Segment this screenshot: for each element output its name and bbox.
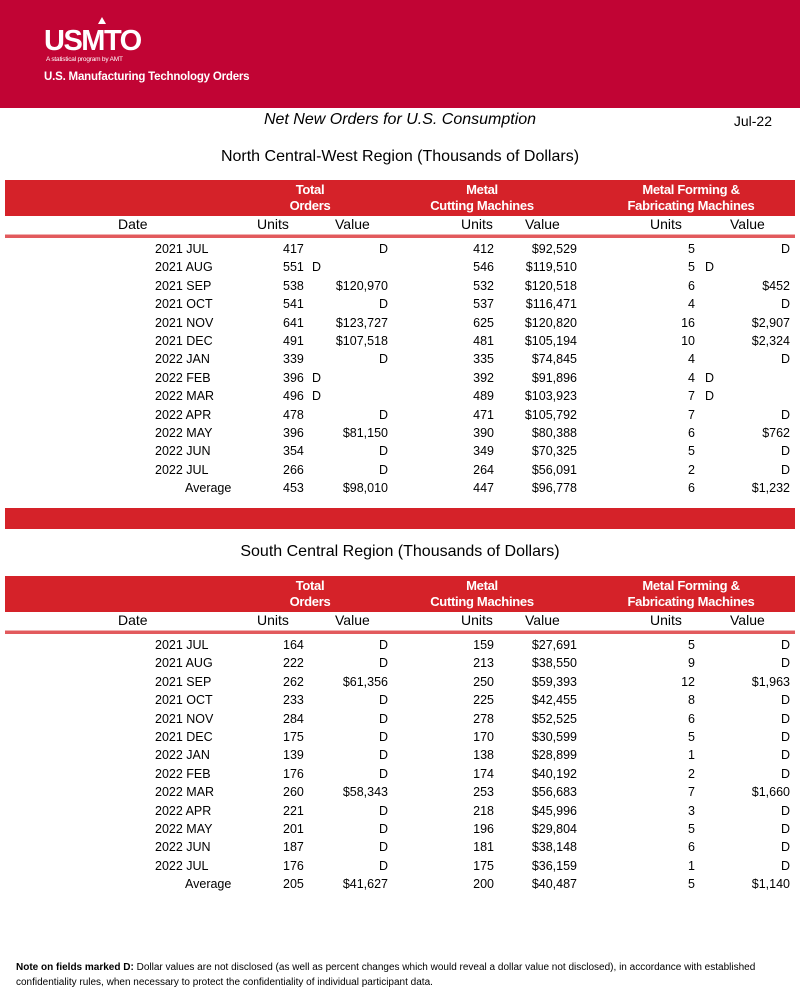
cell-date: 2022 APR <box>155 407 212 422</box>
column-group-label: Metal Forming & <box>642 578 740 593</box>
cell-date: 2022 MAR <box>155 389 215 404</box>
cell-forming-units: 1 <box>688 858 695 873</box>
column-group-label: Total <box>295 578 325 593</box>
cell-cutting-units: 213 <box>473 656 494 671</box>
table-body <box>5 637 795 894</box>
region-title-north-central-west: North Central-West Region (Thousands of Dollars) <box>220 148 580 165</box>
cell-cutting-value: $116,471 <box>525 297 577 312</box>
average-row <box>5 876 795 894</box>
footnote-text: Dollar values are not disclosed (as well as percent changes which would reveal a dollar value not disclosed), in accordance with established confidentiality rules, when necessary to protect the confidentiality of individual participant data. <box>16 962 756 988</box>
section-divider <box>5 508 795 529</box>
cell-forming-units: 12 <box>681 674 695 689</box>
cell-forming-value: D <box>780 729 790 744</box>
cell-total-value: D <box>378 711 388 726</box>
cell-cutting-value: $80,388 <box>531 425 577 440</box>
cell-forming-units: 8 <box>688 693 695 708</box>
cell-total-units: 339 <box>283 352 304 367</box>
header-banner <box>0 0 800 108</box>
cell-date: 2022 JUL <box>155 858 209 873</box>
cell-cutting-units: 447 <box>473 481 494 496</box>
cell-total-value: D <box>378 821 388 836</box>
cell-total-value: D <box>378 729 388 744</box>
cell-date: 2022 MAY <box>155 821 213 836</box>
cell-total-value: $58,343 <box>342 785 388 800</box>
usmto-logo <box>44 26 141 56</box>
cell-date: 2022 MAY <box>155 425 213 440</box>
column-header-forming-value: Value <box>730 216 765 232</box>
table-body <box>5 241 795 498</box>
cell-total-units: 551 <box>283 260 304 275</box>
column-group-metal-cutting <box>417 578 547 610</box>
cell-total-value: D <box>378 444 388 459</box>
table-row <box>5 388 795 406</box>
cell-total-value: $61,356 <box>342 674 388 689</box>
column-subheader <box>5 216 795 234</box>
cell-cutting-value: $56,091 <box>531 462 577 477</box>
cell-forming-units: 7 <box>688 389 695 404</box>
table-row <box>5 839 795 857</box>
cell-cutting-units: 412 <box>473 242 494 256</box>
cell-total-value: D <box>378 693 388 708</box>
column-group-label: Metal Forming & <box>642 182 740 197</box>
cell-forming-units: 6 <box>688 711 695 726</box>
cell-forming-units: 5 <box>688 729 695 744</box>
cell-date: 2021 AUG <box>155 656 213 671</box>
cell-cutting-units: 200 <box>473 877 494 892</box>
cell-date: Average <box>185 481 232 496</box>
cell-forming-value: D <box>780 638 790 652</box>
cell-cutting-units: 138 <box>473 748 494 763</box>
cell-cutting-units: 175 <box>473 858 494 873</box>
cell-cutting-units: 253 <box>473 785 494 800</box>
cell-forming-units: 2 <box>688 462 695 477</box>
column-header-cutting-value: Value <box>525 216 560 232</box>
cell-date: 2021 AUG <box>155 260 213 275</box>
cell-total-units: 139 <box>283 748 304 763</box>
cell-forming-value: $762 <box>762 425 790 440</box>
column-group-label: Cutting Machines <box>430 198 534 213</box>
cell-total-units: 266 <box>283 462 304 477</box>
table-row <box>5 655 795 673</box>
cell-cutting-value: $30,599 <box>531 729 577 744</box>
column-header-total-value: Value <box>335 216 370 232</box>
table-row <box>5 729 795 747</box>
column-group-label: Orders <box>289 594 331 609</box>
cell-forming-value: $2,324 <box>751 333 790 348</box>
cell-total-units: 201 <box>283 821 304 836</box>
cell-cutting-value: $74,845 <box>531 352 577 367</box>
column-header-total-units: Units <box>257 612 289 628</box>
column-group-label: Fabricating Machines <box>627 594 755 609</box>
cell-forming-value: D <box>780 656 790 671</box>
cell-total-units: 496 <box>283 389 304 404</box>
cell-forming-units: 7 <box>688 407 695 422</box>
cell-cutting-value: $27,691 <box>531 638 577 652</box>
cell-forming-value: $1,140 <box>751 877 790 892</box>
column-group-metal-forming <box>605 182 777 214</box>
cell-total-units: 354 <box>283 444 304 459</box>
cell-forming-units: 5 <box>688 638 695 652</box>
cell-cutting-units: 170 <box>473 729 494 744</box>
table-row <box>5 443 795 461</box>
column-group-label: Total <box>295 182 325 197</box>
banner-title: U.S. Manufacturing Technology Orders <box>44 71 250 83</box>
table-row <box>5 278 795 296</box>
cell-total-value: D <box>378 748 388 763</box>
cell-total-value: D <box>378 656 388 671</box>
cell-cutting-units: 349 <box>473 444 494 459</box>
cell-cutting-units: 390 <box>473 425 494 440</box>
report-title: Net New Orders for U.S. Consumption <box>263 111 537 128</box>
table-row <box>5 315 795 333</box>
column-header-total-value: Value <box>335 612 370 628</box>
cell-forming-value: D <box>780 407 790 422</box>
cell-date: 2021 NOV <box>155 315 214 330</box>
cell-cutting-value: $38,148 <box>531 840 577 855</box>
cell-date: 2022 FEB <box>155 766 211 781</box>
cell-cutting-value: $119,510 <box>525 260 577 275</box>
table-row <box>5 370 795 388</box>
cell-total-units: 538 <box>283 278 304 293</box>
cell-date: 2021 JUL <box>155 638 209 652</box>
cell-cutting-value: $56,683 <box>531 785 577 800</box>
cell-cutting-units: 174 <box>473 766 494 781</box>
cell-cutting-value: $96,778 <box>531 481 577 496</box>
cell-date: 2021 NOV <box>155 711 214 726</box>
header-rule <box>5 630 795 634</box>
table-row <box>5 259 795 277</box>
cell-forming-units: 9 <box>688 656 695 671</box>
cell-forming-value: D <box>780 444 790 459</box>
cell-cutting-units: 335 <box>473 352 494 367</box>
cell-total-value: D <box>312 370 322 385</box>
cell-total-units: 175 <box>283 729 304 744</box>
cell-forming-value: D <box>780 462 790 477</box>
table-row <box>5 462 795 480</box>
table-row <box>5 425 795 443</box>
table-row <box>5 766 795 784</box>
cell-date: 2022 JAN <box>155 352 210 367</box>
cell-cutting-value: $91,896 <box>531 370 577 385</box>
cell-total-units: 205 <box>283 877 304 892</box>
cell-total-units: 478 <box>283 407 304 422</box>
cell-cutting-value: $120,820 <box>524 315 577 330</box>
cell-forming-value: $452 <box>762 278 790 293</box>
cell-cutting-value: $92,529 <box>531 242 577 256</box>
cell-forming-units: 2 <box>688 766 695 781</box>
cell-forming-units: 5 <box>688 877 695 892</box>
table-row <box>5 637 795 655</box>
column-group-metal-forming <box>605 578 777 610</box>
cell-cutting-units: 159 <box>473 638 494 652</box>
cell-total-value: D <box>378 766 388 781</box>
cell-date: 2022 MAR <box>155 785 215 800</box>
cell-total-value: D <box>378 297 388 312</box>
cell-total-value: $98,010 <box>342 481 388 496</box>
cell-date: 2022 JUN <box>155 444 211 459</box>
table-row <box>5 784 795 802</box>
cell-forming-value: $1,232 <box>751 481 790 496</box>
cell-forming-value: D <box>780 352 790 367</box>
cell-cutting-units: 625 <box>473 315 494 330</box>
column-header-cutting-units: Units <box>461 216 493 232</box>
cell-forming-units: 7 <box>688 785 695 800</box>
column-group-label: Orders <box>289 198 331 213</box>
cell-total-units: 641 <box>283 315 304 330</box>
cell-forming-units: 3 <box>688 803 695 818</box>
column-group-label: Metal <box>466 578 498 593</box>
cell-cutting-units: 264 <box>473 462 494 477</box>
cell-forming-value: D <box>780 242 790 256</box>
cell-total-units: 164 <box>283 638 304 652</box>
column-header-forming-units: Units <box>650 612 682 628</box>
cell-date: 2022 JUN <box>155 840 211 855</box>
cell-date: 2021 JUL <box>155 242 209 256</box>
table-row <box>5 674 795 692</box>
cell-forming-units: 16 <box>681 315 695 330</box>
cell-total-value: $123,727 <box>335 315 388 330</box>
cell-cutting-units: 250 <box>473 674 494 689</box>
column-header-cutting-units: Units <box>461 612 493 628</box>
table-north-central-west <box>5 180 795 498</box>
cell-total-value: D <box>378 638 388 652</box>
cell-forming-value: $1,963 <box>751 674 790 689</box>
table-row <box>5 747 795 765</box>
table-row <box>5 333 795 351</box>
table-row <box>5 241 795 259</box>
cell-date: Average <box>185 877 232 892</box>
cell-forming-units: 4 <box>688 352 695 367</box>
cell-cutting-units: 481 <box>473 333 494 348</box>
cell-cutting-units: 181 <box>473 840 494 855</box>
arrow-up-icon <box>98 17 106 24</box>
cell-date: 2022 APR <box>155 803 212 818</box>
cell-cutting-units: 471 <box>473 407 494 422</box>
cell-date: 2021 SEP <box>155 278 212 293</box>
column-header-date: Date <box>118 216 148 232</box>
cell-forming-value: $2,907 <box>751 315 790 330</box>
cell-date: 2022 FEB <box>155 370 211 385</box>
cell-cutting-value: $52,525 <box>531 711 577 726</box>
column-group-metal-cutting <box>417 182 547 214</box>
column-group-header <box>5 180 795 216</box>
cell-total-value: D <box>378 242 388 256</box>
cell-total-units: 396 <box>283 370 304 385</box>
column-group-total-orders <box>232 578 388 610</box>
cell-forming-value: D <box>705 260 715 275</box>
cell-forming-units: 5 <box>688 242 695 256</box>
cell-cutting-value: $105,792 <box>524 407 577 422</box>
cell-forming-value: D <box>780 711 790 726</box>
cell-cutting-units: 392 <box>473 370 494 385</box>
table-row <box>5 858 795 876</box>
cell-total-value: $41,627 <box>342 877 388 892</box>
cell-forming-value: D <box>780 297 790 312</box>
cell-forming-units: 6 <box>688 278 695 293</box>
cell-forming-value: D <box>780 766 790 781</box>
table-row <box>5 296 795 314</box>
cell-forming-units: 5 <box>688 821 695 836</box>
cell-date: 2021 OCT <box>155 297 213 312</box>
cell-cutting-units: 532 <box>473 278 494 293</box>
cell-forming-value: D <box>780 803 790 818</box>
cell-cutting-units: 225 <box>473 693 494 708</box>
cell-forming-value: $1,660 <box>751 785 790 800</box>
cell-cutting-units: 218 <box>473 803 494 818</box>
cell-total-units: 284 <box>283 711 304 726</box>
table-row <box>5 692 795 710</box>
cell-forming-units: 6 <box>688 481 695 496</box>
column-group-header <box>5 576 795 612</box>
cell-forming-value: D <box>705 389 715 404</box>
cell-cutting-value: $38,550 <box>531 656 577 671</box>
cell-total-units: 541 <box>283 297 304 312</box>
column-header-date: Date <box>118 612 148 628</box>
table-row <box>5 407 795 425</box>
cell-cutting-units: 489 <box>473 389 494 404</box>
cell-cutting-units: 278 <box>473 711 494 726</box>
column-header-forming-value: Value <box>730 612 765 628</box>
average-row <box>5 480 795 498</box>
cell-total-units: 396 <box>283 425 304 440</box>
report-date: Jul-22 <box>733 113 772 129</box>
cell-total-units: 417 <box>283 242 304 256</box>
cell-forming-units: 6 <box>688 425 695 440</box>
cell-forming-value: D <box>705 370 715 385</box>
cell-total-units: 491 <box>283 333 304 348</box>
region-title-south-central: South Central Region (Thousands of Dollars) <box>240 543 560 560</box>
cell-total-units: 262 <box>283 674 304 689</box>
column-header-forming-units: Units <box>650 216 682 232</box>
cell-forming-units: 10 <box>681 333 695 348</box>
table-row <box>5 711 795 729</box>
cell-total-value: D <box>378 352 388 367</box>
cell-cutting-units: 537 <box>473 297 494 312</box>
cell-forming-units: 4 <box>688 370 695 385</box>
logo-subtitle: A statistical program by AMT <box>46 56 123 63</box>
table-row <box>5 803 795 821</box>
cell-forming-value: D <box>780 748 790 763</box>
logo-text: USMTO <box>44 25 141 57</box>
cell-total-units: 187 <box>283 840 304 855</box>
footnote <box>16 960 786 990</box>
cell-total-units: 260 <box>283 785 304 800</box>
cell-total-value: D <box>312 389 322 404</box>
cell-total-value: $120,970 <box>335 278 388 293</box>
cell-total-value: D <box>378 462 388 477</box>
cell-cutting-value: $70,325 <box>531 444 577 459</box>
cell-total-units: 176 <box>283 766 304 781</box>
cell-date: 2022 JAN <box>155 748 210 763</box>
cell-date: 2021 DEC <box>155 333 213 348</box>
table-south-central <box>5 576 795 894</box>
cell-total-value: D <box>378 858 388 873</box>
cell-total-value: D <box>378 840 388 855</box>
cell-cutting-value: $28,899 <box>531 748 577 763</box>
cell-cutting-value: $105,194 <box>524 333 577 348</box>
cell-forming-units: 6 <box>688 840 695 855</box>
column-subheader <box>5 612 795 630</box>
column-group-total-orders <box>232 182 388 214</box>
cell-date: 2021 DEC <box>155 729 213 744</box>
cell-cutting-units: 546 <box>473 260 494 275</box>
cell-forming-units: 1 <box>688 748 695 763</box>
cell-cutting-value: $120,518 <box>524 278 577 293</box>
column-group-label: Metal <box>466 182 498 197</box>
column-group-label: Fabricating Machines <box>627 198 755 213</box>
cell-total-value: D <box>378 803 388 818</box>
cell-cutting-value: $40,192 <box>531 766 577 781</box>
cell-date: 2021 OCT <box>155 693 213 708</box>
cell-cutting-value: $42,455 <box>531 693 577 708</box>
footnote-label: Note on fields marked D: <box>16 962 134 973</box>
header-rule <box>5 234 795 238</box>
table-row <box>5 821 795 839</box>
cell-forming-value: D <box>780 693 790 708</box>
cell-total-value: D <box>312 260 322 275</box>
column-header-total-units: Units <box>257 216 289 232</box>
cell-total-value: $107,518 <box>335 333 388 348</box>
column-group-label: Cutting Machines <box>430 594 534 609</box>
cell-total-units: 222 <box>283 656 304 671</box>
column-header-cutting-value: Value <box>525 612 560 628</box>
cell-forming-units: 5 <box>688 444 695 459</box>
cell-cutting-value: $45,996 <box>531 803 577 818</box>
cell-forming-value: D <box>780 858 790 873</box>
cell-cutting-value: $103,923 <box>524 389 577 404</box>
cell-forming-value: D <box>780 821 790 836</box>
cell-total-value: $81,150 <box>342 425 388 440</box>
cell-total-units: 453 <box>283 481 304 496</box>
cell-total-units: 221 <box>283 803 304 818</box>
cell-total-units: 176 <box>283 858 304 873</box>
cell-cutting-value: $59,393 <box>531 674 577 689</box>
cell-date: 2022 JUL <box>155 462 209 477</box>
cell-total-value: D <box>378 407 388 422</box>
cell-cutting-units: 196 <box>473 821 494 836</box>
cell-total-units: 233 <box>283 693 304 708</box>
cell-cutting-value: $40,487 <box>531 877 577 892</box>
cell-forming-value: D <box>780 840 790 855</box>
cell-cutting-value: $36,159 <box>531 858 577 873</box>
cell-forming-units: 4 <box>688 297 695 312</box>
table-row <box>5 351 795 369</box>
cell-forming-units: 5 <box>688 260 695 275</box>
cell-cutting-value: $29,804 <box>531 821 577 836</box>
cell-date: 2021 SEP <box>155 674 212 689</box>
